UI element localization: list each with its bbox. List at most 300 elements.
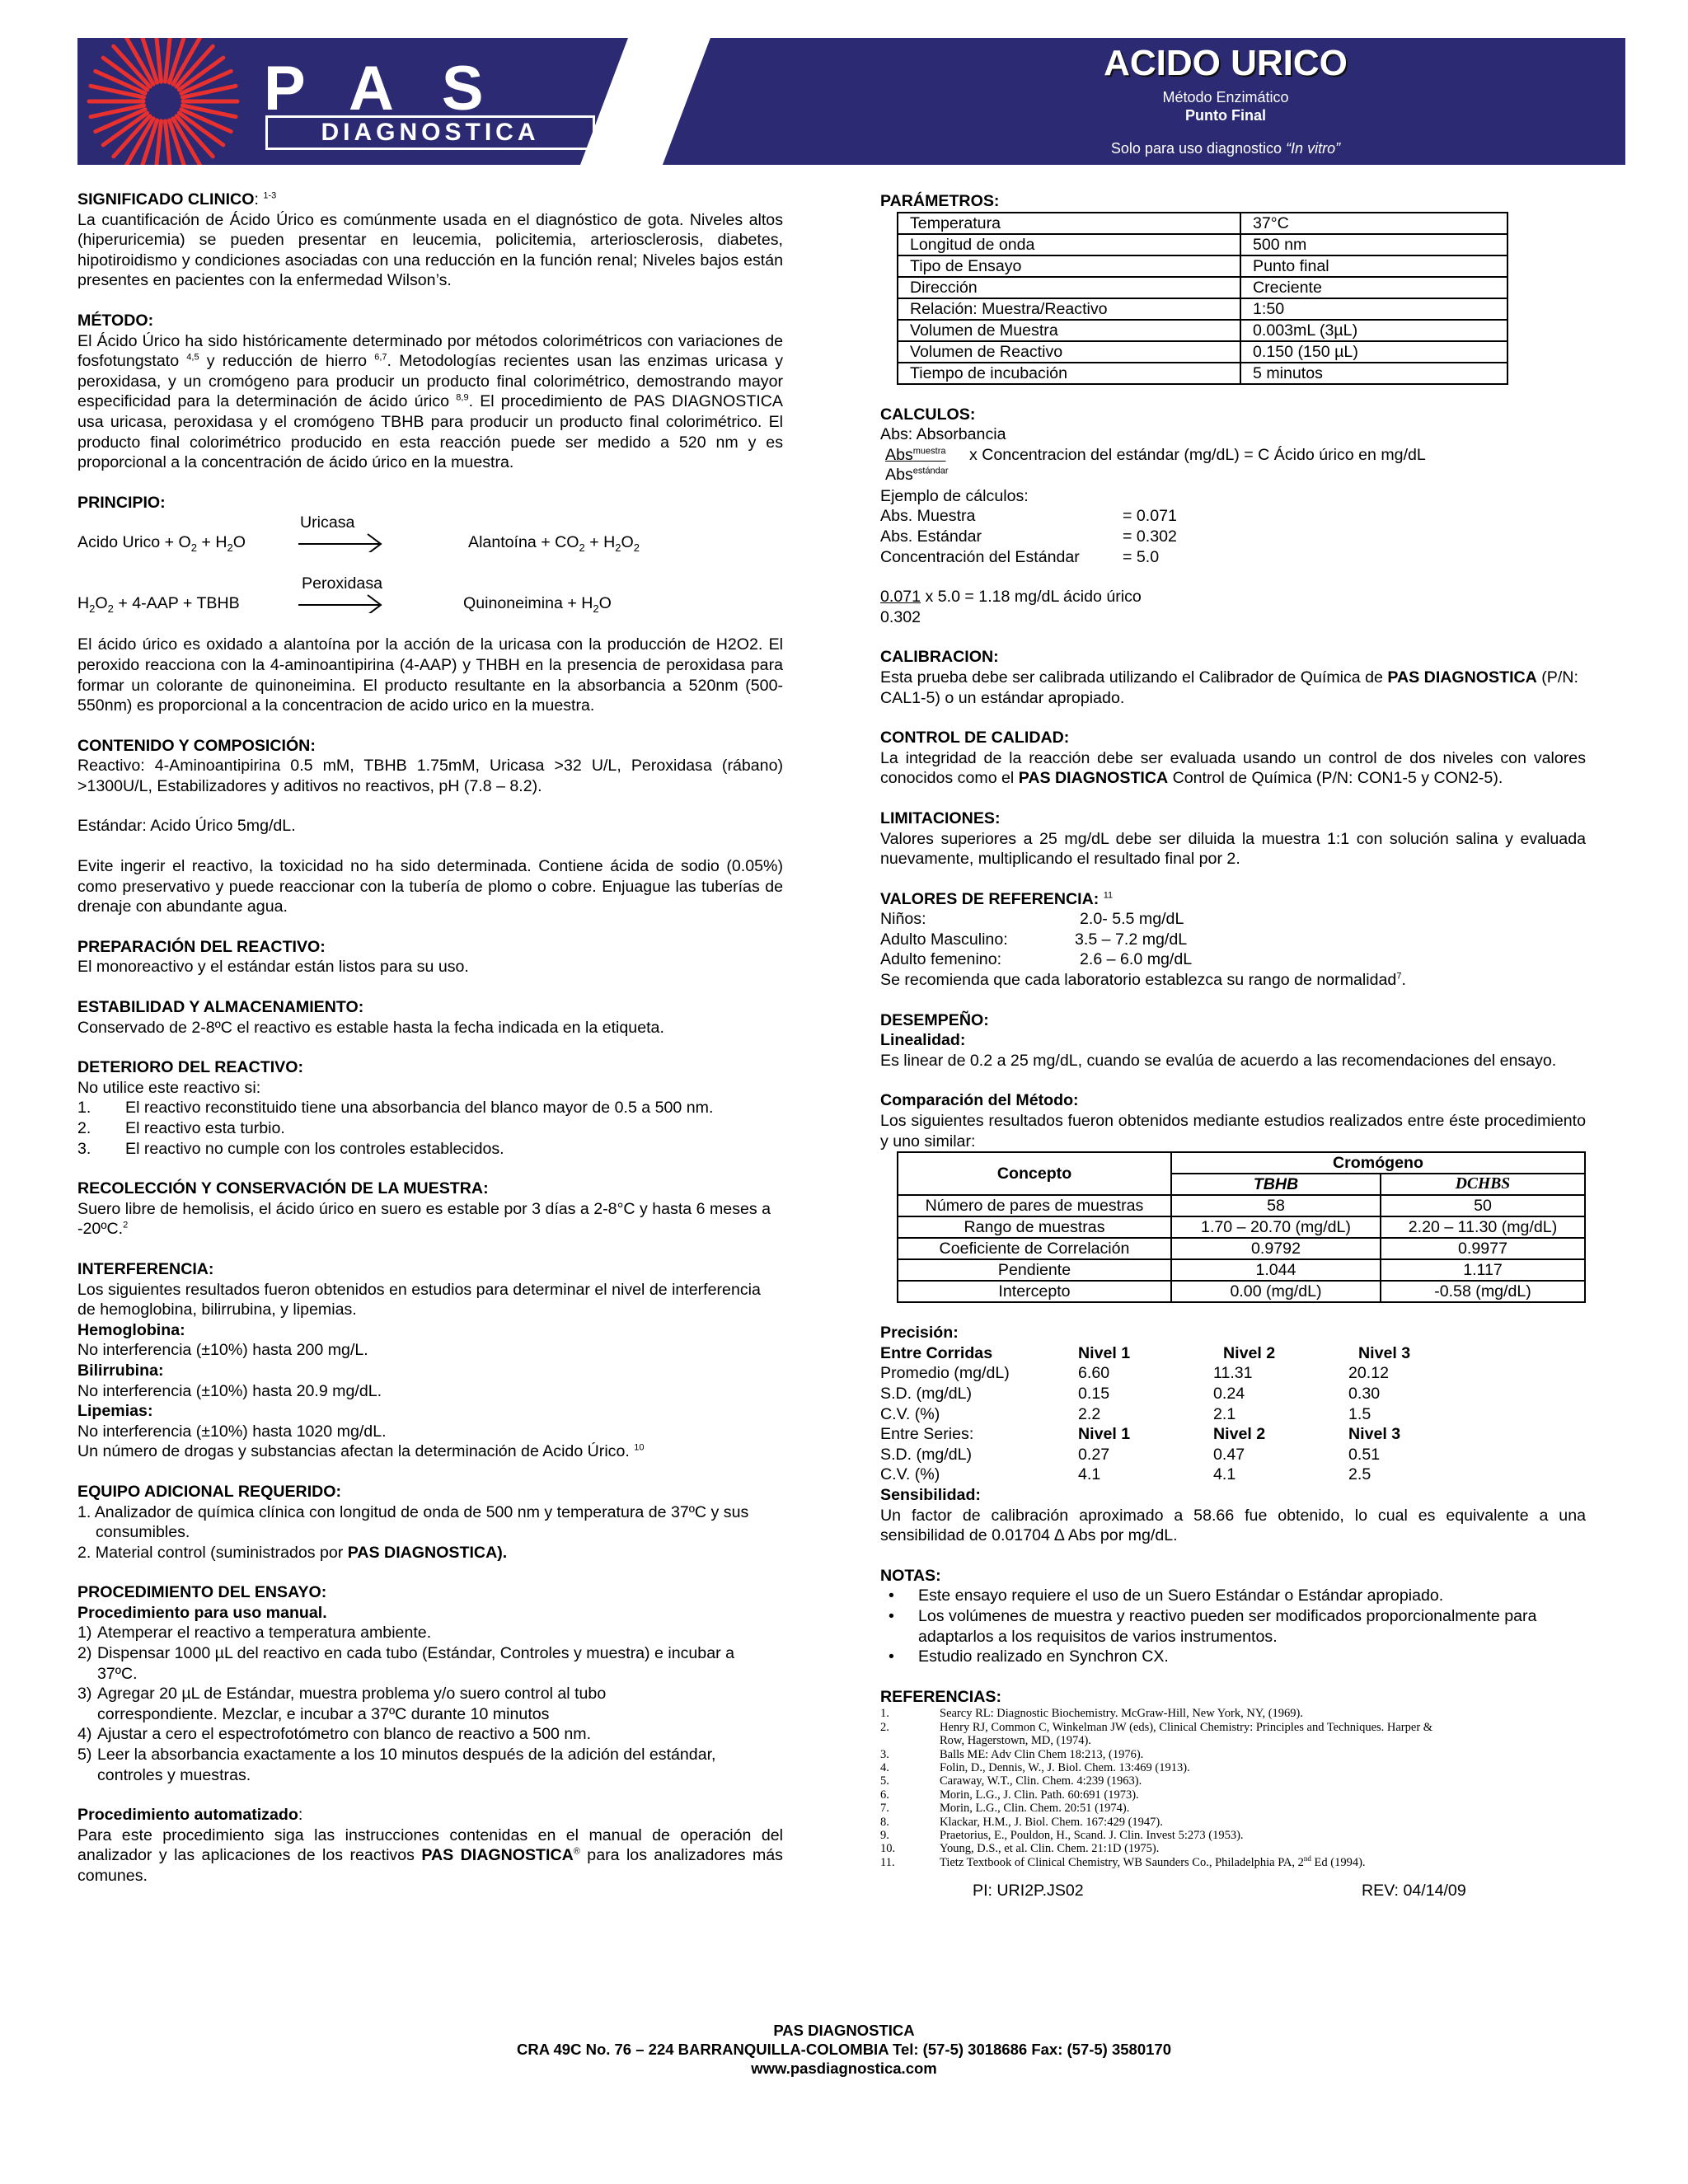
bilirrubina-text: No interferencia (±10%) hasta 20.9 mg/dL. — [77, 1381, 382, 1400]
formula-text: x Concentracion del estándar (mg/dL) = C Ácido úrico en mg/dL — [969, 445, 1426, 464]
reaction-1-left: Acido Urico + $O_2 + H_2O$ — [77, 533, 246, 555]
linealidad-heading: Linealidad: — [880, 1031, 966, 1050]
table-row — [898, 1238, 1585, 1259]
lipemias-heading: Lipemias: — [77, 1402, 153, 1421]
param-value: 1:50 — [1240, 298, 1507, 320]
step-text: Atemperar el reactivo a temperatura ambiente. — [97, 1624, 432, 1643]
precision-cell: 0.15 — [1078, 1385, 1110, 1403]
valores-nota: Se recomienda que cada laboratorio establezca su rango de normalidad$^7$. — [880, 971, 1406, 990]
ref-text: Caraway, W.T., Clin. Chem. 4:239 (1963). — [940, 1774, 1142, 1788]
table-cell: Intercepto — [898, 1281, 1171, 1302]
calibracion-heading: CALIBRACION: — [880, 648, 999, 667]
param-name: Volumen de Muestra — [898, 320, 1240, 341]
param-value: 0.150 (150 µL) — [1240, 341, 1507, 363]
precision-row — [880, 1404, 1586, 1425]
valores-title: VALORES DE REFERENCIA: — [880, 889, 1100, 908]
r1-left-text: Acido Urico + O — [77, 533, 191, 552]
estabilidad-text: Conservado de 2-8ºC el reactivo es estable hasta la fecha indicada en la etiqueta. — [77, 1018, 664, 1037]
param-value: Punto final — [1240, 255, 1507, 277]
precision-cell: 20.12 — [1348, 1364, 1390, 1383]
list-item — [880, 1647, 1586, 1667]
control-t1: La integridad de la reacción debe ser evaluada usando un control de dos niveles con valores conocidos como el — [880, 748, 1586, 788]
calc-value: = 0.071 — [1123, 507, 1177, 526]
list-item — [77, 1139, 783, 1160]
table-cell: 58 — [1171, 1195, 1381, 1216]
precision-cell: 0.51 — [1348, 1445, 1381, 1464]
ref-row — [880, 930, 1586, 950]
valores-ref: 11 — [1103, 890, 1114, 901]
param-name: Relación: Muestra/Reactivo — [898, 298, 1240, 320]
example-denominator: 0.302 — [880, 607, 921, 626]
document-codes — [880, 1881, 1586, 1902]
table-row — [898, 1195, 1585, 1216]
calibracion-bold: PAS DIAGNOSTICA — [1387, 668, 1537, 687]
list-item — [880, 1606, 1586, 1647]
precision-cell: C.V. (%) — [880, 1465, 940, 1484]
ref-text: Morin, L.G., Clin. Chem. 20:51 (1974). — [940, 1802, 1130, 1816]
precision-cell: 4.1 — [1078, 1465, 1101, 1484]
ref-value: 3.5 – 7.2 mg/dL — [1075, 930, 1188, 949]
ref-text: Balls ME: Adv Clin Chem 18:213, (1976). — [940, 1747, 1144, 1761]
table-row — [898, 255, 1507, 277]
list-item — [77, 1643, 783, 1684]
ref-number: 1. — [880, 1707, 889, 1721]
col-header-dchbs: DCHBS — [1381, 1174, 1585, 1195]
table-row — [898, 234, 1507, 255]
table-cell: 0.9977 — [1381, 1238, 1585, 1259]
recoleccion-heading: RECOLECCIÓN Y CONSERVACIÓN DE LA MUESTRA: — [77, 1179, 489, 1198]
manual-heading: Procedimiento para uso manual. — [77, 1603, 327, 1622]
col-header-cromogeno: Cromógeno — [1171, 1152, 1585, 1174]
referencias-heading: REFERENCIAS: — [880, 1687, 1001, 1706]
col-header-tbhb: TBHB — [1171, 1174, 1381, 1195]
table-cell: 1.70 – 20.70 (mg/dL) — [1171, 1216, 1381, 1238]
calc-label: Abs. Muestra — [880, 507, 976, 526]
comparacion-text: Los siguientes resultados fueron obtenidos mediante estudios realizados entre éste procedimiento y uno similar: — [880, 1112, 1586, 1151]
sensibilidad-text: Un factor de calibración aproximado a 58.66 fue obtenido, lo cual es equivalente a una sensibilidad de 0.01704 ∆ Abs por mg/dL. — [880, 1506, 1586, 1545]
list-item — [880, 1748, 1586, 1761]
control-heading: CONTROL DE CALIDAD: — [880, 729, 1070, 748]
references-list — [880, 1707, 1586, 1869]
table-cell: 1.044 — [1171, 1259, 1381, 1281]
precision-cell: 2.1 — [1213, 1404, 1236, 1423]
interferencia-heading: INTERFERENCIA: — [77, 1259, 214, 1278]
table-cell: 0.00 (mg/dL) — [1171, 1281, 1381, 1302]
nota-text: Estudio realizado en Synchron CX. — [918, 1647, 1169, 1666]
table-row — [898, 1259, 1585, 1281]
recoleccion-text — [77, 1199, 783, 1240]
param-value: 5 minutos — [1240, 363, 1507, 384]
metodo-heading: MÉTODO: — [77, 311, 154, 330]
page-title: ACIDO URICO — [1104, 43, 1348, 83]
param-name: Dirección — [898, 277, 1240, 298]
list-item — [880, 1707, 1586, 1720]
abs-definition: Abs: Absorbancia — [880, 425, 1006, 444]
table-header-row — [898, 1152, 1585, 1174]
bullet-icon: • — [889, 1586, 894, 1605]
list-item — [880, 1856, 1586, 1869]
right-column — [880, 190, 1586, 1902]
step-number: 1) — [77, 1624, 92, 1643]
in-vitro-italic: “In vitro” — [1286, 140, 1341, 157]
table-row — [898, 1216, 1585, 1238]
param-name: Longitud de onda — [898, 234, 1240, 255]
precision-cell: 11.31 — [1213, 1364, 1253, 1383]
list-item — [77, 1724, 783, 1745]
example-result — [880, 587, 1586, 607]
ref-text: Folin, D., Dennis, W., J. Biol. Chem. 13:469 (1913). — [940, 1760, 1190, 1774]
r2-left-text: + 4-AAP + TBHB — [113, 594, 240, 613]
precision-cell: Entre Series: — [880, 1425, 974, 1444]
control-text — [880, 748, 1586, 789]
contenido-estandar: Estándar: Acido Úrico 5mg/dL. — [77, 817, 296, 836]
param-value: 0.003mL (3µL) — [1240, 320, 1507, 341]
calculos-heading: CALCULOS: — [880, 405, 976, 424]
metodo-ref1: 4,5 — [186, 352, 199, 363]
reaction-1-right: Alantoína + $CO_2 + H_2O_2$ — [468, 533, 640, 555]
equipo-item-1: 1. Analizador de química clínica con longitud de onda de 500 nm y temperatura de 37ºC y sus consumibles. — [77, 1502, 749, 1542]
ref-text-end: Ed (1994). — [1311, 1855, 1366, 1869]
precision-row — [880, 1384, 1586, 1404]
precision-cell: Promedio (mg/dL) — [880, 1364, 1010, 1383]
list-item — [880, 1774, 1586, 1788]
ref-label: Niños: — [880, 910, 926, 929]
ref-row — [880, 909, 1586, 930]
precision-cell: Nivel 1 — [1078, 1343, 1131, 1362]
contenido-evite: Evite ingerir el reactivo, la toxicidad no ha sido determinada. Contiene ácida de sodio (0.05%) como preservativo y puede reaccionar con la tubería de plomo o cobre. Enjuague las tuberías de drenaje con abundante agua. — [77, 857, 783, 916]
sensibilidad-heading: Sensibilidad: — [880, 1485, 981, 1504]
recoleccion-body: Suero libre de hemolisis, el ácido úrico en suero es estable por 3 días a 2-8°C y hasta 6 meses a -20ºC. — [77, 1199, 771, 1239]
list-item — [880, 1802, 1586, 1815]
ref-row — [880, 949, 1586, 970]
preparacion-text: El monoreactivo y el estándar están listos para su uso. — [77, 958, 469, 977]
drogas-text — [77, 1441, 783, 1462]
formula-numerator — [885, 445, 946, 466]
list-item — [880, 1761, 1586, 1774]
precision-cell: Nivel 2 — [1213, 1425, 1266, 1444]
contenido-reactivo: Reactivo: 4-Aminoantipirina 0.5 mM, TBHB 1.75mM, Uricasa >32 U/L, Peroxidasa (rábano) >1300U/L, Estabilizadores y aditivos no reactivos, pH (7.8 – 8.2). — [77, 757, 783, 795]
precision-cell: S.D. (mg/dL) — [880, 1445, 973, 1464]
parametros-heading: PARÁMETROS: — [880, 192, 1000, 210]
reaction-2 — [77, 574, 783, 615]
item-number: 1. — [77, 1099, 91, 1118]
auto-post: para los analizadores más comunes. — [77, 1846, 783, 1885]
ref-number: 6. — [880, 1788, 889, 1802]
ref-value: 2.0- 5.5 mg/dL — [1080, 910, 1184, 929]
nota-text: Este ensayo requiere el uso de un Suero Estándar o Estándar apropiado. — [918, 1586, 1444, 1605]
list-item — [880, 1586, 1586, 1606]
denominator-abs: Abs — [885, 465, 913, 484]
step-number: 2) — [77, 1644, 92, 1663]
equipo-item-2-bold: PAS DIAGNOSTICA). — [347, 1543, 508, 1562]
endpoint-subtitle: Punto Final — [1185, 107, 1266, 124]
reaction-2-left: $H_2O_2 + 4-AAP$ + TBHB — [77, 594, 240, 616]
calibracion-text — [880, 668, 1586, 708]
calc-value: = 0.302 — [1123, 527, 1177, 546]
table-cell: 2.20 – 11.30 (mg/dL) — [1381, 1216, 1585, 1238]
precision-cell: C.V. (%) — [880, 1404, 940, 1423]
precision-cell: Nivel 3 — [1348, 1425, 1401, 1444]
param-name: Tiempo de incubación — [898, 363, 1240, 384]
principio-heading: PRINCIPIO: — [77, 493, 166, 512]
step-text: Leer la absorbancia exactamente a los 10 minutos después de la adición del estándar, controles y muestras. — [97, 1746, 716, 1784]
valores-heading — [880, 889, 1586, 910]
enzyme-uricasa: Uricasa — [300, 513, 355, 532]
precision-row — [880, 1343, 1586, 1364]
auto-text — [77, 1825, 783, 1886]
control-bold: PAS DIAGNOSTICA — [1018, 769, 1169, 788]
item-text: El reactivo reconstituido tiene una absorbancia del blanco mayor de 0.5 a 500 nm. — [125, 1099, 714, 1118]
calc-row — [880, 506, 1586, 527]
method-subtitle: Método Enzimático — [1162, 89, 1289, 105]
ref-number: 5. — [880, 1774, 889, 1788]
significado-text: La cuantificación de Ácido Úrico es comúnmente usada en el diagnóstico de gota. Niveles altos (hiperuricemia) se pueden presentar en leucemia, policitemia, arteriosclerosis, diabetes, hipotiroidismo y condiciones asociadas con una reducción en la función renal; Niveles bajos están presentes en pacientes con la enfermedad Wilson’s. — [77, 210, 783, 290]
arrow-right-icon — [298, 532, 384, 552]
metodo-text — [77, 331, 783, 473]
equipo-item-2-text: 2. Material control (suministrados por — [77, 1543, 348, 1562]
ref-number: 10. — [880, 1842, 896, 1856]
precision-row — [880, 1363, 1586, 1384]
pi-code: PI: URI2P.JS02 — [973, 1882, 1084, 1900]
calc-label: Concentración del Estándar — [880, 547, 1080, 566]
list-item — [880, 1842, 1586, 1855]
precision-cell: 0.24 — [1213, 1385, 1245, 1403]
precision-cell: Nivel 1 — [1078, 1425, 1131, 1444]
ref-text: Searcy RL: Diagnostic Biochemistry. McGraw-Hill, New York, NY, (1969). — [940, 1707, 1303, 1721]
in-vitro-note — [826, 140, 1625, 157]
param-name: Temperatura — [898, 213, 1240, 234]
step-text: Dispensar 1000 µL del reactivo en cada tubo (Estándar, Controles y muestra) e incubar a 37ºC. — [97, 1644, 734, 1683]
left-column — [77, 190, 783, 1886]
interferencia-text: Los siguientes resultados fueron obtenidos en estudios para determinar el nivel de interferencia de hemoglobina, bilirrubina, y lipemias. — [77, 1280, 761, 1319]
item-text: El reactivo esta turbio. — [125, 1119, 285, 1137]
r1-right-text: Alantoína + CO — [468, 533, 579, 552]
linealidad-text: Es linear de 0.2 a 25 mg/dL, cuando se evalúa de acuerdo a las recomendaciones del ensayo. — [880, 1051, 1557, 1070]
table-cell: Coeficiente de Correlación — [898, 1238, 1171, 1259]
metodo-ref3: 8,9 — [456, 392, 469, 403]
table-row — [898, 298, 1507, 320]
enzyme-peroxidasa: Peroxidasa — [302, 574, 383, 593]
principio-text: El ácido úrico es oxidado a alantoína por la acción de la uricasa con la producción de H2O2. El peroxido reacciona con la 4-aminoantipirina (4-AAP) y THBH en la presencia de peroxidasa para formar un colorante de quinoneimina. El producto resultante en la absorbancia a 520nm (500-550nm) es proporcional a la concentracion de acido urico en la muestra. — [77, 635, 783, 715]
auto-registered: ® — [573, 1846, 580, 1857]
ref-number: 8. — [880, 1815, 889, 1829]
recoleccion-ref: 2 — [123, 1220, 129, 1230]
table-cell: 50 — [1381, 1195, 1585, 1216]
calibracion-t1: Esta prueba debe ser calibrada utilizando el Calibrador de Química de — [880, 668, 1388, 687]
deterioro-heading: DETERIORO DEL REACTIVO: — [77, 1058, 303, 1077]
ref-label: Adulto Masculino: — [880, 930, 1008, 949]
ref-text: Morin, L.G., J. Clin. Path. 60:691 (1973). — [940, 1788, 1139, 1802]
auto-bold: PAS DIAGNOSTICA — [421, 1846, 574, 1865]
auto-pre: Para este procedimiento siga las instrucciones contenidas en el manual de operación del analizador y las aplicaciones de los reactivos — [77, 1825, 783, 1865]
metodo-t1: El Ácido Úrico ha sido históricamente determinado por métodos colorimétricos con variaciones de fosfotungstato — [77, 331, 783, 371]
drogas-body: Un número de drogas y substancias afectan la determinación de Acido Úrico. — [77, 1442, 630, 1461]
rev-date: REV: 04/14/09 — [1362, 1882, 1466, 1900]
comparacion-heading: Comparación del Método: — [880, 1091, 1079, 1110]
list-item — [77, 1745, 783, 1785]
table-row — [898, 341, 1507, 363]
ref-text: Tietz Textbook of Clinical Chemistry, WB Saunders Co., Philadelphia PA, 2 — [940, 1855, 1304, 1869]
denominator-sub: estándar — [912, 466, 949, 476]
reaction-1 — [77, 513, 783, 554]
table-cell: 0.9792 — [1171, 1238, 1381, 1259]
numerator-abs: Abs — [885, 445, 913, 464]
precision-cell: 6.60 — [1078, 1364, 1110, 1383]
item-number: 3. — [77, 1139, 91, 1158]
ref-edition-sup: nd — [1303, 1854, 1311, 1863]
preparacion-heading: PREPARACIÓN DEL REACTIVO: — [77, 937, 326, 956]
table-row — [898, 277, 1507, 298]
footer-website: www.pasdiagnostica.com — [751, 2060, 937, 2077]
drogas-ref: 10 — [634, 1442, 645, 1453]
col-header-concepto: Concepto — [898, 1152, 1171, 1195]
ref-text: Young, D.S., et al. Clin. Chem. 21:1D (1975). — [940, 1842, 1160, 1856]
ref-number: 9. — [880, 1828, 889, 1842]
example-rest: x 5.0 = 1.18 mg/dL ácido úrico — [921, 588, 1142, 607]
ref-number: 3. — [880, 1747, 889, 1761]
r2-right-text: Quinoneimina + H — [463, 594, 593, 613]
precision-cell: 0.47 — [1213, 1445, 1245, 1464]
parametros-table — [897, 212, 1508, 385]
ref-number: 2. — [880, 1720, 889, 1734]
step-text: Ajustar a cero el espectrofotómetro con blanco de reactivo a 500 nm. — [97, 1725, 592, 1744]
ejemplo-heading: Ejemplo de cálculos: — [880, 486, 1029, 505]
table-cell: Pendiente — [898, 1259, 1171, 1281]
precision-row — [880, 1445, 1586, 1465]
ref-number: 11. — [880, 1855, 895, 1869]
equipo-heading: EQUIPO ADICIONAL REQUERIDO: — [77, 1482, 342, 1501]
example-numerator: 0.071 — [880, 588, 921, 607]
calc-row — [880, 527, 1586, 547]
list-item — [880, 1816, 1586, 1829]
in-vitro-prefix: Solo para uso diagnostico — [1110, 140, 1287, 157]
ref-text: Praetorius, E., Pouldon, H., Scand. J. Clin. Invest 5:273 (1953). — [940, 1828, 1244, 1842]
procedimiento-heading: PROCEDIMIENTO DEL ENSAYO: — [77, 1583, 327, 1602]
logo-subwordmark: DIAGNOSTICA — [265, 115, 595, 150]
lipemias-text: No interferencia (±10%) hasta 1020 mg/dL. — [77, 1422, 387, 1441]
bilirrubina-heading: Bilirrubina: — [77, 1361, 164, 1380]
deterioro-intro: No utilice este reactivo si: — [77, 1078, 261, 1097]
hemoglobina-text: No interferencia (±10%) hasta 200 mg/L. — [77, 1341, 368, 1360]
arrow-right-icon — [298, 593, 384, 613]
precision-cell: 2.5 — [1348, 1465, 1372, 1484]
hemoglobina-heading: Hemoglobina: — [77, 1320, 185, 1339]
significado-ref: 1-3 — [263, 190, 277, 201]
reaction-2-right: Quinoneimina + $H_2O$ — [463, 594, 612, 616]
table-row — [898, 320, 1507, 341]
param-value: Creciente — [1240, 277, 1507, 298]
list-item — [880, 1721, 1451, 1748]
nota-text: Los volúmenes de muestra y reactivo pueden ser modificados proporcionalmente para adaptarlos a los requisitos de varios instrumentos. — [918, 1606, 1537, 1646]
precision-cell: Nivel 2 — [1223, 1343, 1276, 1362]
calc-row — [880, 547, 1586, 568]
metodo-t2: y reducción de hierro — [199, 352, 368, 371]
precision-cell: Entre Corridas — [880, 1343, 993, 1362]
item-number: 2. — [77, 1119, 91, 1137]
table-cell: Número de pares de muestras — [898, 1195, 1171, 1216]
footer-address: CRA 49C No. 76 – 224 BARRANQUILLA-COLOMBIA Tel: (57-5) 3018686 Fax: (57-5) 3580170 — [516, 2041, 1172, 2058]
table-row — [898, 213, 1507, 234]
bullet-icon: • — [889, 1606, 894, 1625]
param-value: 500 nm — [1240, 234, 1507, 255]
table-cell: 1.117 — [1381, 1259, 1585, 1281]
step-number: 3) — [77, 1685, 92, 1704]
precision-cell: 1.5 — [1348, 1404, 1372, 1423]
precision-row — [880, 1424, 1586, 1445]
ref-text: Henry RJ, Common C, Winkelman JW (eds), Clinical Chemistry: Principles and Techniques. Harper & Row, Hagerstown, MD, (1974). — [940, 1720, 1433, 1748]
limitaciones-text: Valores superiores a 25 mg/dL debe ser diluida la muestra 1:1 con solución salina y evaluada nuevamente, multiplicando el resultado final por 2. — [880, 829, 1586, 869]
numerator-sub: muestra — [912, 446, 946, 457]
precision-grid — [880, 1343, 1586, 1485]
precision-cell: 2.2 — [1078, 1404, 1101, 1423]
desempeno-heading: DESEMPEÑO: — [880, 1010, 989, 1029]
footer — [0, 2021, 1688, 2078]
ref-text: Klackar, H.M., J. Biol. Chem. 167:429 (1947). — [940, 1815, 1163, 1829]
metodo-t4: . El procedimiento de PAS DIAGNOSTICA usa uricasa, peroxidasa y el cromógeno TBHB para producir un producto final colorimétrico. El producto final colorimétrico producido en esta reacción puede ser medido a 520 nm y es proporcional a la concentración de ácido úrico en la muestra. — [77, 392, 783, 472]
step-number: 4) — [77, 1725, 92, 1744]
list-item — [880, 1788, 1586, 1802]
calc-formula — [880, 445, 1586, 486]
calc-value: = 5.0 — [1123, 547, 1160, 566]
auto-heading: Procedimiento automatizado: — [77, 1806, 303, 1825]
valores-nota-ref: 7 — [1396, 971, 1402, 982]
ref-value: 2.6 – 6.0 mg/dL — [1080, 950, 1193, 969]
header-banner — [77, 38, 1625, 165]
contenido-heading: CONTENIDO Y COMPOSICIÓN: — [77, 736, 316, 755]
ref-label: Adulto femenino: — [880, 950, 1002, 969]
table-cell: Rango de muestras — [898, 1216, 1171, 1238]
precision-cell: S.D. (mg/dL) — [880, 1385, 973, 1403]
limitaciones-heading: LIMITACIONES: — [880, 808, 1001, 827]
bullet-icon: • — [889, 1647, 894, 1666]
precision-cell: 0.30 — [1348, 1385, 1381, 1403]
precision-row — [880, 1465, 1586, 1485]
item-text: El reactivo no cumple con los controles establecidos. — [125, 1139, 504, 1158]
table-cell: -0.58 (mg/dL) — [1381, 1281, 1585, 1302]
ref-number: 4. — [880, 1760, 889, 1774]
significado-title: SIGNIFICADO CLINICO — [77, 190, 255, 209]
significado-heading: SIGNIFICADO CLINICO: $^{1-3}$ — [77, 190, 277, 209]
sunburst-logo-icon — [77, 38, 259, 165]
ref-number: 7. — [880, 1802, 889, 1816]
metodo-t3: . Metodologías recientes usan las enzimas uricasa y peroxidasa, y un cromógeno para producir un producto final colorimétrico, demostrando mayor especificidad para la determinación de ácido úrico — [77, 352, 783, 411]
precision-cell: Nivel 3 — [1358, 1343, 1411, 1362]
notas-heading: NOTAS: — [880, 1566, 941, 1585]
estabilidad-heading: ESTABILIDAD Y ALMACENAMIENTO: — [77, 998, 364, 1017]
formula-denominator — [885, 465, 949, 485]
list-item — [880, 1829, 1586, 1842]
param-name: Volumen de Reactivo — [898, 341, 1240, 363]
list-item — [77, 1118, 783, 1139]
control-t2: Control de Química (P/N: CON1-5 y CON2-5). — [1168, 769, 1503, 788]
header-title-area — [710, 38, 1625, 165]
calc-label: Abs. Estándar — [880, 527, 982, 546]
param-value: 37°C — [1240, 213, 1507, 234]
calibracion-t2: (P/N: CAL1-5) o un estándar apropiado. — [880, 668, 1578, 707]
list-item — [77, 1098, 783, 1118]
list-item — [77, 1623, 783, 1643]
precision-cell: 4.1 — [1213, 1465, 1236, 1484]
valores-nota-text: Se recomienda que cada laboratorio establezca su rango de normalidad — [880, 971, 1397, 990]
equipo-item-2 — [77, 1543, 783, 1563]
table-row — [898, 363, 1507, 384]
list-item — [77, 1684, 783, 1724]
comparacion-table — [897, 1151, 1586, 1303]
metodo-ref2: 6,7 — [374, 352, 387, 363]
precision-heading: Precisión: — [880, 1324, 959, 1343]
param-name: Tipo de Ensayo — [898, 255, 1240, 277]
precision-cell: 0.27 — [1078, 1445, 1110, 1464]
